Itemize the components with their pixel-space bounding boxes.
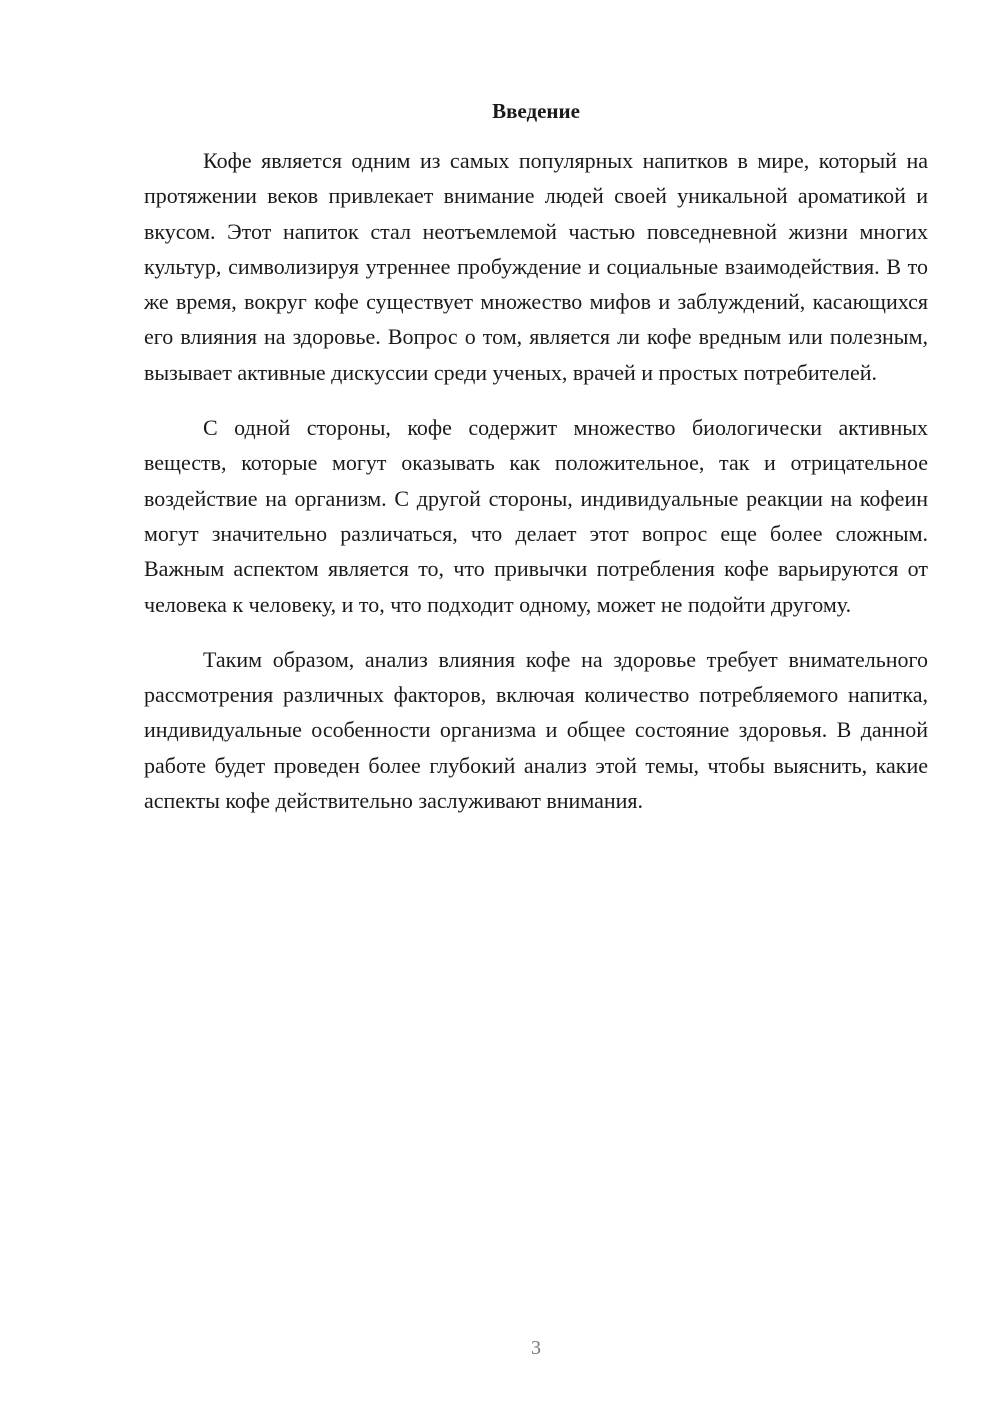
paragraph-3: Таким образом, анализ влияния кофе на здоровье требует внимательного рассмотрения различных факторов, включая количество потребляемого напитка, индивидуальные особенности организма и общее состояние здоровья. В данной работе будет проведен более глубокий анализ этой темы, чтобы выяснить, какие аспекты кофе действительно заслуживают внимания. — [144, 646, 928, 814]
paragraph-1: Кофе является одним из самых популярных напитков в мире, который на протяжении веков привлекает внимание людей своей уникальной ароматикой и вкусом. Этот напиток стал неотъемлемой частью повседневной жизни многих культур, символизируя утреннее пробуждение и социальные взаимодействия. В то же время, вокруг кофе существует множество мифов и заблуждений, касающихся его влияния на здоровье. Вопрос о том, является ли кофе вредным или полезным, вызывает активные дискуссии среди ученых, врачей и простых потребителей. — [144, 148, 928, 385]
body-text — [144, 143, 928, 838]
page-number: 3 — [531, 1337, 541, 1359]
paragraph-2: С одной стороны, кофе содержит множество биологически активных веществ, которые могут оказывать как положительное, так и отрицательное воздействие на организм. С другой стороны, индивидуальные реакции на кофеин могут значительно различаться, что делает этот вопрос еще более сложным. Важным аспектом является то, что привычки потребления кофе варьируются от человека к человеку, и то, что подходит одному, может не подойти другому. — [144, 415, 928, 617]
section-heading: Введение — [492, 99, 580, 123]
